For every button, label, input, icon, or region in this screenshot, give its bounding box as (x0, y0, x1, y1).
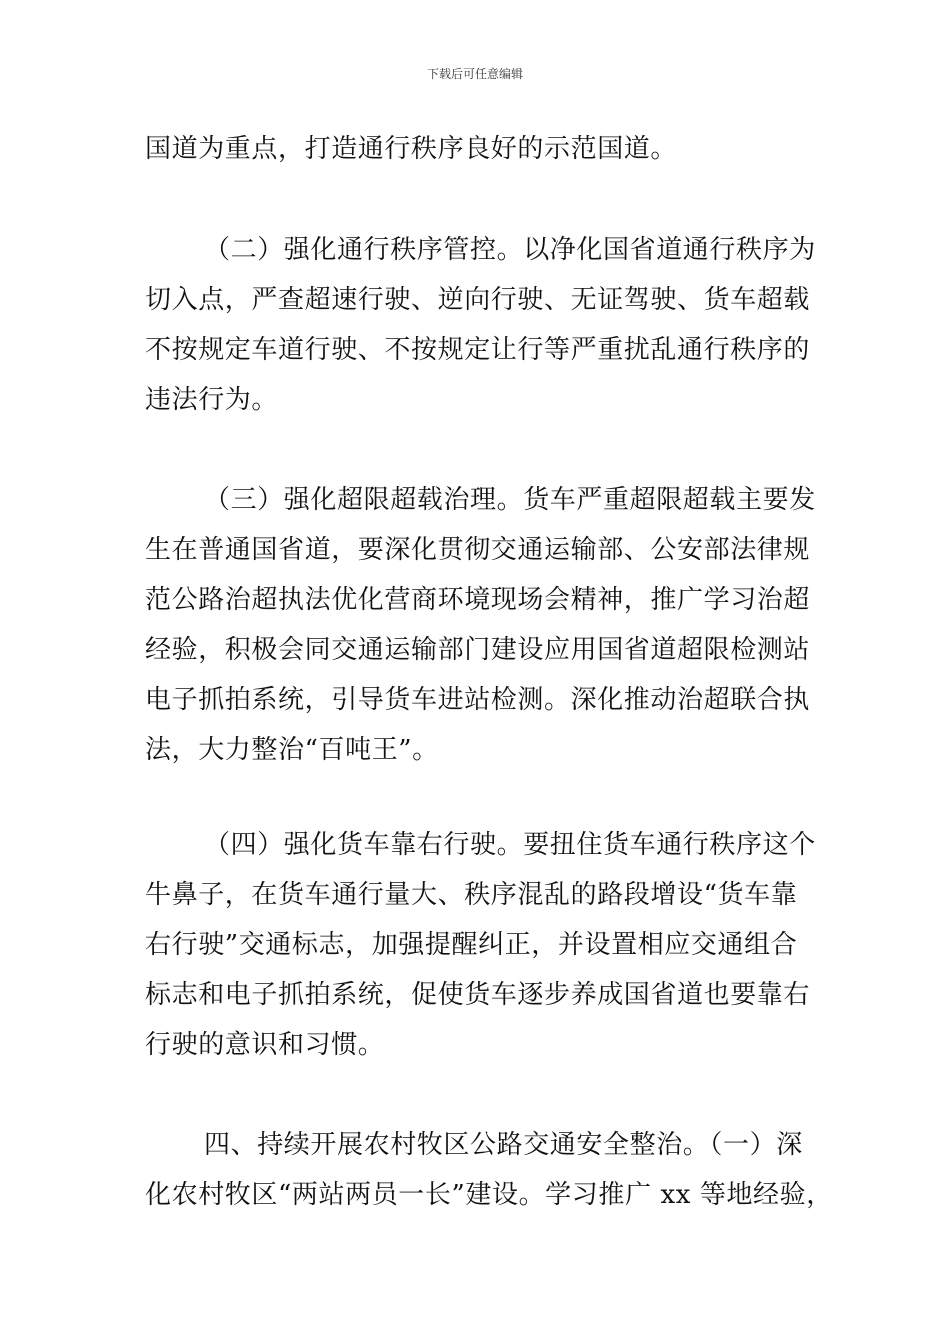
text-line: 标志和电子抓拍系统，促使货车逐步养成国省道也要靠右 (145, 980, 811, 1010)
text-line: 化农村牧区“两站两员一长”建设。学习推广 xx 等地经验， (145, 1180, 833, 1210)
text-line: 电子抓拍系统，引导货车进站检测。深化推动治超联合执 (145, 685, 811, 715)
paragraph-first-line: （四）强化货车靠右行驶。要扭住货车通行秩序这个 (204, 830, 816, 860)
text-line: 不按规定车道行驶、不按规定让行等严重扰乱通行秩序的 (145, 335, 811, 365)
text-line: 切入点，严查超速行驶、逆向行驶、无证驾驶、货车超载 (145, 285, 811, 315)
text-line: 范公路治超执法优化营商环境现场会精神，推广学习治超 (145, 585, 811, 615)
text-line: 违法行为。 (145, 385, 279, 415)
text-line: 国道为重点，打造通行秩序良好的示范国道。 (145, 134, 678, 164)
text-line: 右行驶”交通标志，加强提醒纠正，并设置相应交通组合 (145, 930, 798, 960)
paragraph-first-line: 四、持续开展农村牧区公路交通安全整治。（一）深 (204, 1130, 803, 1160)
text-line: 生在普通国省道，要深化贯彻交通运输部、公安部法律规 (145, 535, 811, 565)
paragraph-first-line: （三）强化超限超载治理。货车严重超限超载主要发 (204, 485, 816, 515)
text-line: 经验，积极会同交通运输部门建设应用国省道超限检测站 (145, 635, 811, 665)
text-line: 牛鼻子，在货车通行量大、秩序混乱的路段增设“货车靠 (145, 880, 798, 910)
paragraph-first-line: （二）强化通行秩序管控。以净化国省道通行秩序为 (204, 235, 816, 265)
page-header: 下载后可任意编辑 (426, 67, 523, 81)
text-line: 法，大力整治“百吨王”。 (145, 735, 439, 765)
text-line: 行驶的意识和习惯。 (145, 1030, 385, 1060)
